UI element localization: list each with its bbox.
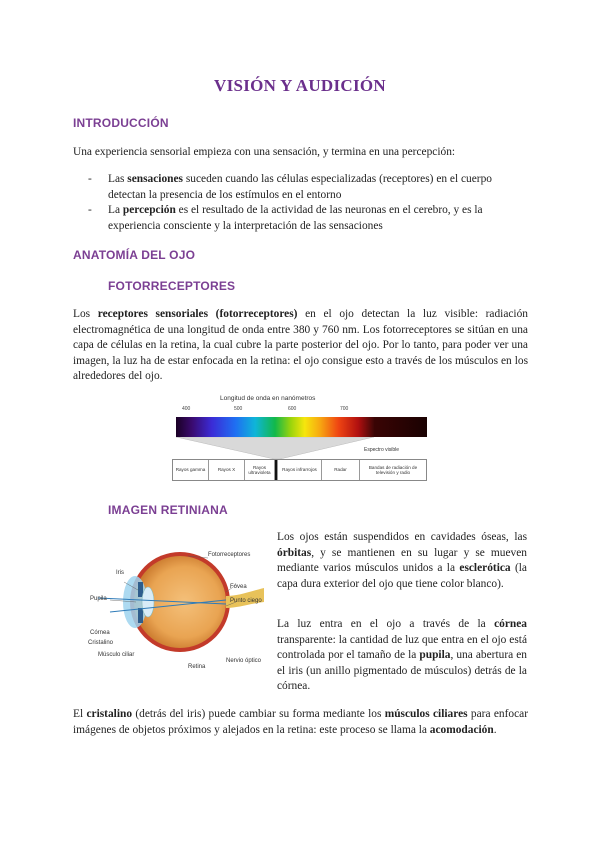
- text-run: para enfocar imágenes de objetos próximos y alejados en la retina: este proceso se llama la: [73, 708, 528, 736]
- text-run: , una abertura en el iris (un anillo pigmentado de músculos) detrás de la córnea.: [277, 649, 528, 692]
- label-iris: Iris: [116, 570, 124, 576]
- band-infrared: Rayos infrarrojos: [278, 460, 322, 480]
- text-run: transparente: la cantidad de luz que entra en el ojo está controlada por el tamaño de la: [277, 633, 527, 661]
- spectrum-figure: [172, 395, 427, 485]
- infrared-bar: [374, 417, 427, 437]
- label-nervio-optico: Nervio óptico: [226, 658, 262, 664]
- intro-bullet-list: [88, 172, 528, 234]
- text-run: , y se mantienen en su lugar y se mueven mediante varios músculos unidos a la: [277, 546, 527, 574]
- bullet-text-pre: La: [108, 204, 123, 216]
- bullet-sensaciones: [88, 172, 528, 203]
- bold-term: acomodación: [429, 723, 494, 736]
- label-fotorreceptores: Fotorreceptores: [208, 552, 251, 558]
- bold-term: córnea: [494, 618, 527, 630]
- spectrum-band-row: [172, 459, 427, 481]
- visible-spectrum-bar: [176, 417, 374, 437]
- bold-term: esclerótica: [459, 562, 511, 574]
- text-run: (detrás del iris) puede cambiar su forma mediante los: [132, 708, 385, 720]
- intro-text: Una experiencia sensorial empieza con una sensación, y termina en una percepción:: [73, 146, 456, 158]
- text-run: Los ojos están suspendidos en cavidades óseas, las: [277, 531, 527, 543]
- bullet-term: percepción: [122, 204, 176, 216]
- photoreceptors-paragraph: [73, 307, 528, 385]
- spectrum-tick: 500: [234, 406, 243, 412]
- bullet-text-post: suceden cuando las células especializadas (receptores) en el cuerpo detectan la presencia de los estímulos en el entorno: [108, 173, 492, 201]
- label-cornea: Córnea: [90, 630, 110, 636]
- spectrum-tick: 600: [288, 406, 297, 412]
- bullet-term: sensaciones: [127, 173, 183, 185]
- band-gamma: Rayos gamma: [173, 460, 209, 480]
- spectrum-tick: 700: [340, 406, 349, 412]
- text-run: (la capa dura exterior del ojo que tiene color blanco).: [277, 562, 527, 590]
- bullet-dash: -: [88, 173, 92, 185]
- bold-term: músculos ciliares: [384, 708, 468, 720]
- band-tv-radio: Bandas de radiación de televisión y radio: [368, 464, 418, 475]
- bullet-text-post: es el resultado de la actividad de las neuronas en el cerebro, y es la experiencia consciente y la interpretación de las sensaciones: [108, 204, 483, 232]
- text-run: Los: [73, 308, 98, 320]
- page-title: VISIÓN Y AUDICIÓN: [214, 76, 386, 95]
- bullet-text-pre: Las: [108, 173, 128, 185]
- text-run: .: [493, 723, 497, 736]
- orbits-paragraph: [277, 530, 527, 592]
- spectrum-title: Longitud de onda en nanómetros: [220, 395, 316, 402]
- label-retina: Retina: [188, 664, 206, 670]
- label-pupila: Pupila: [90, 596, 107, 602]
- label-musculo-ciliar: Músculo ciliar: [98, 652, 135, 658]
- band-ultraviolet: Rayos ultravioleta: [245, 460, 275, 480]
- label-punto-ciego: Punto ciego: [230, 598, 262, 604]
- bullet-percepcion: [88, 203, 528, 234]
- band-radar: Radar: [322, 460, 360, 480]
- spectrum-tick: 400: [182, 406, 191, 412]
- text-run: El: [73, 708, 87, 720]
- accommodation-paragraph: [73, 707, 528, 738]
- photoreceptors-heading: FOTORRECEPTORES: [108, 279, 236, 293]
- bold-term: pupila: [419, 649, 451, 661]
- eye-diagram: [88, 530, 274, 678]
- cornea-paragraph: [277, 617, 527, 695]
- band-xray: Rayos X: [209, 460, 245, 480]
- text-run: en el ojo detectan la luz visible: radiación electromagnética de una longitud de onda entre 380 y 760 nm. Los fotorreceptores se sitúan en una capa de células en la retina, la cual cubre la parte posterior del ojo. Por lo tanto, para poder ver una imagen, la luz ha de estar enfocada en la retina: el ojo consigue esto a través de los músculos en los alrededores del ojo.: [73, 308, 528, 382]
- bold-term: órbitas: [277, 546, 312, 559]
- bold-term: cristalino: [86, 708, 133, 720]
- retinal-image-heading: IMAGEN RETINIANA: [108, 503, 228, 517]
- intro-heading: INTRODUCCIÓN: [73, 116, 169, 130]
- label-cristalino: Cristalino: [88, 640, 114, 646]
- visible-spectrum-label: Espectro visible: [364, 447, 400, 453]
- anatomy-heading: ANATOMÍA DEL OJO: [73, 248, 196, 262]
- text-run: La luz entra en el ojo a través de la: [277, 618, 495, 630]
- bold-term: receptores sensoriales (fotorreceptores): [97, 308, 298, 320]
- label-fovea: Fóvea: [230, 584, 247, 590]
- bullet-dash: -: [88, 204, 92, 216]
